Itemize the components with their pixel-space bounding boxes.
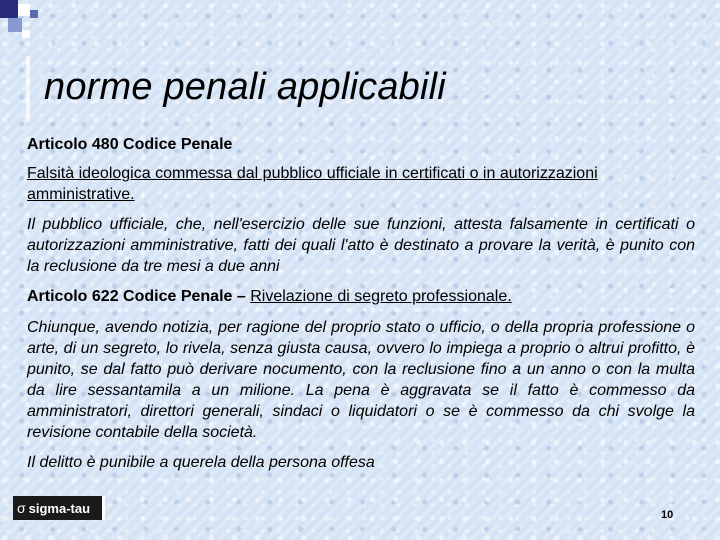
art622-heading: Articolo 622 Codice Penale –: [27, 288, 246, 305]
sigma-symbol-icon: σ: [17, 500, 26, 516]
title-accent-bar: [26, 56, 30, 118]
art622-subtitle: Rivelazione di segreto professionale.: [250, 288, 512, 305]
art480-text: Il pubblico ufficiale, che, nell'esercizio delle sue funzioni, attesta falsamente in certificati o autorizzazioni amministrative, fatti dei quali l'atto è destinato a provare la verità, è punito con la reclusione da tre mesi a due anni: [27, 216, 695, 275]
closing-text: Il delitto è punibile a querela della persona offesa: [27, 454, 375, 471]
slide-title: norme penali applicabili: [44, 66, 446, 108]
page-number: 10: [661, 509, 674, 521]
art622-heading-line: [27, 286, 695, 307]
slide-body: [27, 134, 695, 483]
art622-text: Chiunque, avendo notizia, per ragione del proprio stato o ufficio, o della propria professione o arte, di un segreto, lo rivela, senza giusta causa, ovvero lo impiega a proprio o altrui profitto, è punito, se dal fatto può derivare nocumento, con la reclusione fino a un anno o con la multa da lire sessantamila a un milione. La pena è aggravata se il fatto è commesso da amministratori, direttori generali, sindaci o liquidatori o se è commesso da chi svolge la revisione contabile della società.: [27, 319, 695, 441]
logo-text: sigma-tau: [28, 500, 91, 516]
corner-decoration: [0, 0, 60, 45]
sigma-tau-logo: [13, 496, 105, 520]
art480-subtitle: Falsità ideologica commessa dal pubblico ufficiale in certificati o in autorizzazioni amministrative.: [27, 165, 598, 203]
art480-heading: Articolo 480 Codice Penale: [27, 136, 233, 153]
